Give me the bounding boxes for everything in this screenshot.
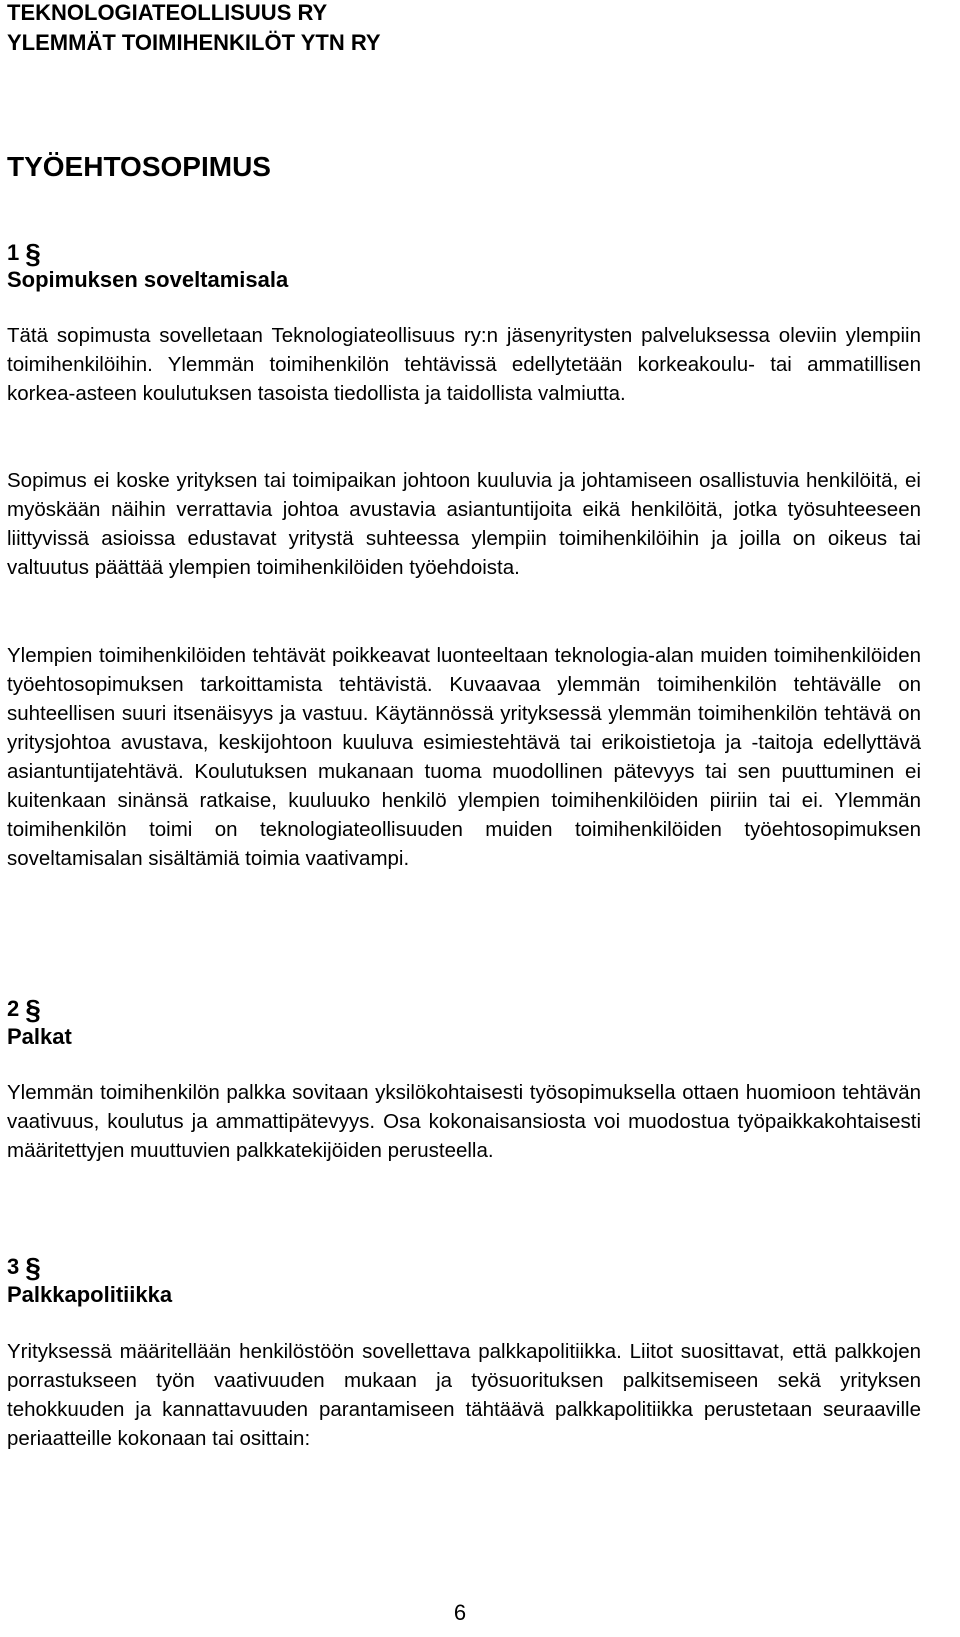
organization-name-1: TEKNOLOGIATEOLLISUUS RY [7,0,328,25]
section-2-paragraph-1: Ylemmän toimihenkilön palkka sovitaan yksilökohtaisesti työsopimuksella ottaen huomioon tehtävän vaativuus, koulutus ja ammattipätevyys. Osa kokonaisansiosta voi muodostua työpaikkakohtaisesti määritettyjen muuttuvien palkkatekijöiden perusteella. [7,1081,921,1162]
section-number-value: 3 [7,1254,20,1279]
section-3-paragraph-1: Yrityksessä määritellään henkilöstöön sovellettava palkkapolitiikka. Liitot suosittavat, että palkkojen porrastukseen työn vaativuuden mukaan ja työsuorituksen palkitsemiseen sekä yrityksen tehokkuuden ja kannattavuuden parantamiseen tähtäävä palkkapolitiikka perustetaan seuraaville periaatteille kokonaan tai osittain: [7,1340,921,1450]
section-1-paragraph-1: Tätä sopimusta sovelletaan Teknologiateollisuus ry:n jäsenyritysten palveluksessa oleviin ylempiin toimihenkilöihin. Ylemmän toimihenkilön tehtävissä edellytetään korkeakoulu- tai ammatillisen korkea-asteen koulutuksen tasoista tiedollista ja taidollista valmiutta. [7,324,921,405]
section-sign-icon: § [25,994,41,1025]
section-2-title: Palkat [7,1024,72,1049]
section-3-title: Palkkapolitiikka [7,1282,173,1307]
section-1-title: Sopimuksen soveltamisala [7,267,289,292]
section-sign-icon: § [25,1252,41,1283]
page-number: 6 [453,1600,467,1625]
section-1-number [7,240,41,267]
organization-name-2: YLEMMÄT TOIMIHENKILÖT YTN RY [7,30,381,55]
section-sign-icon: § [25,238,41,269]
section-1-paragraph-2: Sopimus ei koske yrityksen tai toimipaikan johtoon kuuluvia ja johtamiseen osallistuvia henkilöitä, ei myöskään näihin verrattavia johtoa avustavia asiantuntijoita eikä henkilöitä, jotka työsuhteeseen liittyvissä asioissa edustavat yritystä suhteessa ylempiin toimihenkilöihin ja joilla on oikeus tai valtuutus päättää ylempien toimihenkilöiden työehdoista. [7,469,921,579]
section-number-value: 1 [7,240,20,265]
section-1-paragraph-3: Ylempien toimihenkilöiden tehtävät poikkeavat luonteeltaan teknologia-alan muiden toimihenkilöiden työehtosopimuksen tarkoittamista tehtävistä. Kuvaavaa ylemmän toimihenkilön tehtävälle on suhteellisen suuri itsenäisyys ja vastuu. Käytännössä yrityksessä ylemmän toimihenkilön tehtävä on yritysjohtoa avustava, keskijohtoon kuuluva esimiestehtävä tai erikoistietoja ja -taitoja edellyttävä asiantuntijatehtävä. Koulutuksen mukanaan tuoma muodollinen pätevyys tai sen puuttuminen ei kuitenkaan sinänsä ratkaise, kuuluuko henkilö ylempien toimihenkilöiden piiriin tai ei. Ylemmän toimihenkilön toimi on teknologiateollisuuden muiden toimihenkilöiden työehtosopimuksen soveltamisalan sisältämiä toimia vaativampi. [7,644,921,870]
section-3-number [7,1254,41,1281]
section-2-number [7,996,41,1023]
document-title: TYÖEHTOSOPIMUS [7,151,271,182]
section-number-value: 2 [7,996,20,1021]
